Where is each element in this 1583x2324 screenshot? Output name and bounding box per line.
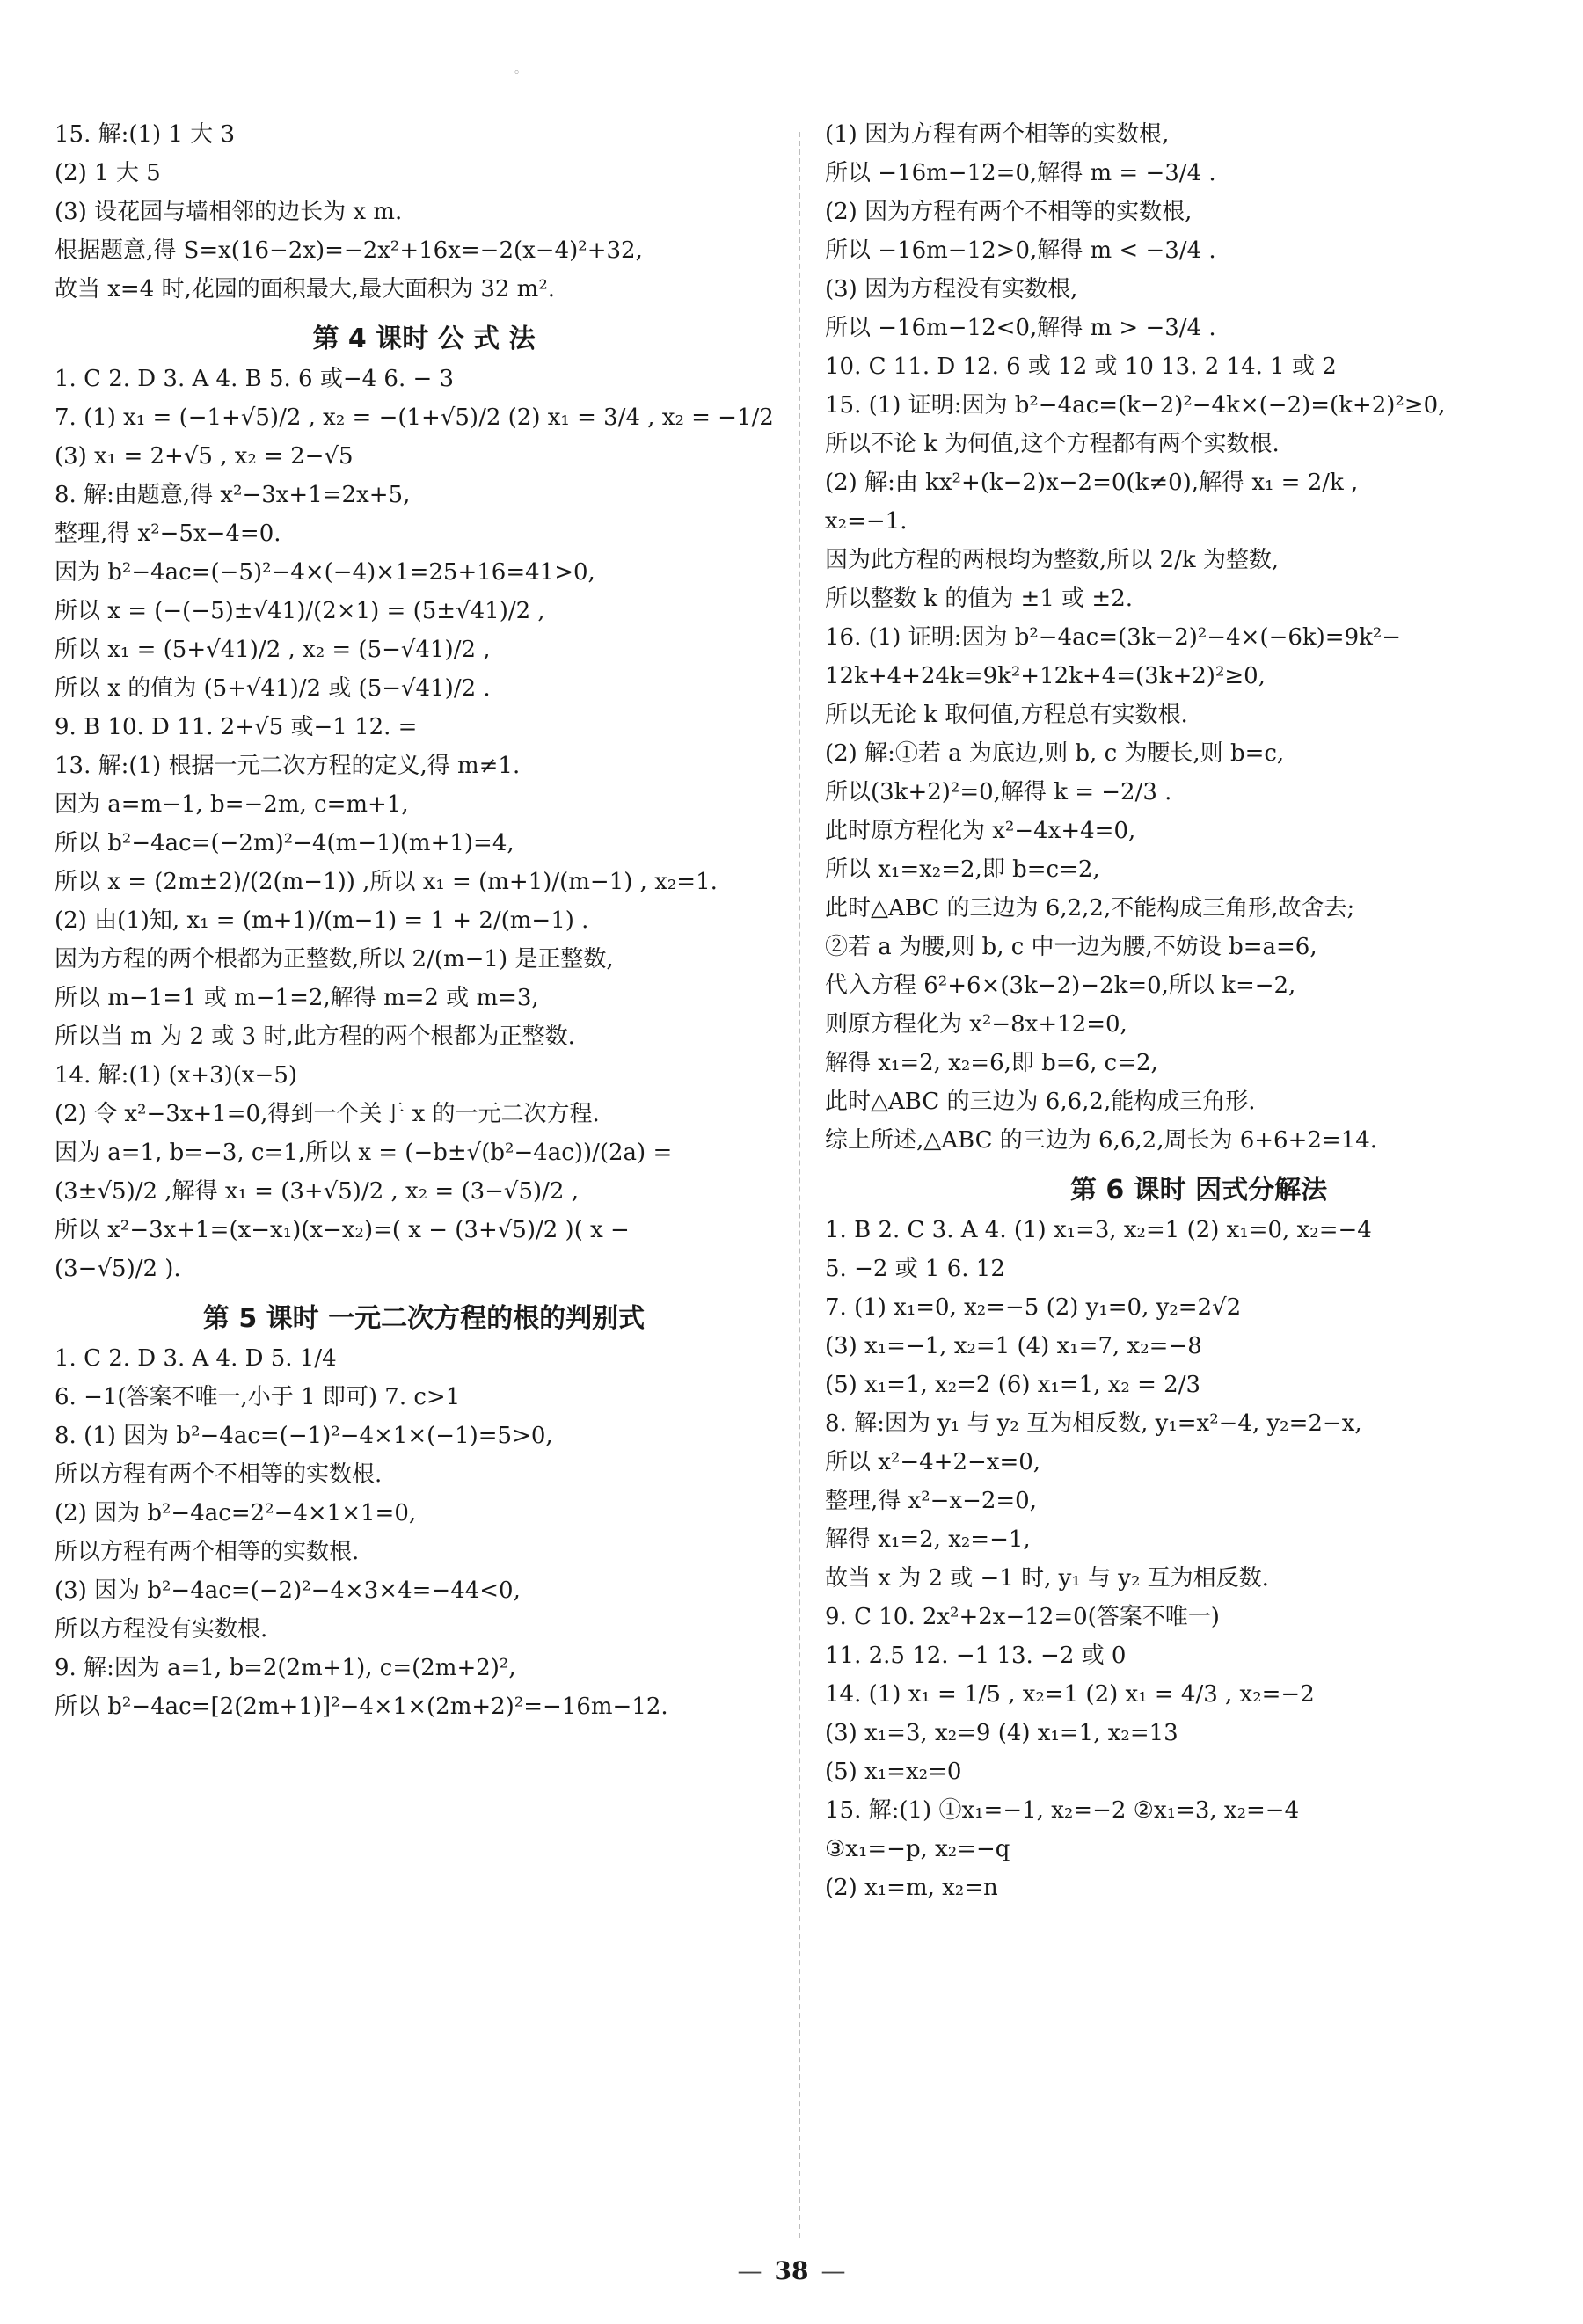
answer-line: 11. 2.5 12. −1 13. −2 或 0 <box>825 1643 1127 1669</box>
answer-line: 14. (1) x₁ = 1/5 , x₂=1 (2) x₁ = 4/3 , x₂=−2 <box>825 1681 1315 1708</box>
answer-line: (3±√5)/2 ,解得 x₁ = (3+√5)/2 , x₂ = (3−√5)/2 , <box>55 1178 579 1205</box>
answer-line: (3) 设花园与墙相邻的边长为 x m. <box>55 199 403 225</box>
answer-line: 因为方程的两个根都为正整数,所以 2/(m−1) 是正整数, <box>55 946 614 973</box>
answer-line: 所以 x = (2m±2)/(2(m−1)) ,所以 x₁ = (m+1)/(m−1) , x₂=1. <box>55 869 718 895</box>
column-divider <box>799 132 800 2238</box>
answer-line: 因为此方程的两根均为整数,所以 2/k 为整数, <box>825 547 1280 573</box>
answer-line: (2) x₁=m, x₂=n <box>825 1875 998 1901</box>
answer-line: (3) x₁=3, x₂=9 (4) x₁=1, x₂=13 <box>825 1720 1178 1746</box>
answer-line: 16. (1) 证明:因为 b²−4ac=(3k−2)²−4×(−6k)=9k²− <box>825 624 1402 651</box>
answer-line: 1. C 2. D 3. A 4. D 5. 1/4 <box>55 1345 337 1372</box>
answer-line: (2) 由(1)知, x₁ = (m+1)/(m−1) = 1 + 2/(m−1) . <box>55 907 589 934</box>
answer-line: 所以(3k+2)²=0,解得 k = −2/3 . <box>825 779 1172 805</box>
answer-line: 所以 x²−4+2−x=0, <box>825 1449 1041 1475</box>
answer-line: 5. −2 或 1 6. 12 <box>825 1256 1005 1282</box>
answer-line: 所以方程有两个相等的实数根. <box>55 1539 360 1565</box>
answer-line: ③x₁=−p, x₂=−q <box>825 1836 1010 1862</box>
answer-line: 8. (1) 因为 b²−4ac=(−1)²−4×1×(−1)=5>0, <box>55 1423 553 1449</box>
answer-line: 因为 b²−4ac=(−5)²−4×(−4)×1=25+16=41>0, <box>55 559 595 586</box>
answer-line: 所以不论 k 为何值,这个方程都有两个实数根. <box>825 431 1280 457</box>
right-column <box>825 123 1572 1915</box>
answer-line: (2) 解:①若 a 为底边,则 b, c 为腰长,则 b=c, <box>825 740 1285 767</box>
answer-line: 所以 −16m−12<0,解得 m > −3/4 . <box>825 315 1216 341</box>
answer-line: 所以 x₁=x₂=2,即 b=c=2, <box>825 856 1100 883</box>
answer-line: 15. 解:(1) ①x₁=−1, x₂=−2 ②x₁=3, x₂=−4 <box>825 1797 1300 1824</box>
answer-line: 所以 m−1=1 或 m−1=2,解得 m=2 或 m=3, <box>55 985 539 1011</box>
page-footer <box>0 2256 1583 2285</box>
answer-line: 所以 x 的值为 (5+√41)/2 或 (5−√41)/2 . <box>55 675 491 702</box>
answer-line: 所以整数 k 的值为 ±1 或 ±2. <box>825 586 1133 612</box>
answer-line: 13. 解:(1) 根据一元二次方程的定义,得 m≠1. <box>55 753 521 779</box>
answer-line: (3−√5)/2 ). <box>55 1256 181 1282</box>
answer-line: (5) x₁=1, x₂=2 (6) x₁=1, x₂ = 2/3 <box>825 1372 1200 1398</box>
answer-line: 故当 x=4 时,花园的面积最大,最大面积为 32 m². <box>55 276 556 302</box>
answer-line: 所以方程没有实数根. <box>55 1616 268 1643</box>
page-mark: 。 <box>514 62 527 76</box>
answer-line: 所以无论 k 取何值,方程总有实数根. <box>825 702 1188 728</box>
answer-line: (3) x₁ = 2+√5 , x₂ = 2−√5 <box>55 443 354 470</box>
answer-line: 6. −1(答案不唯一,小于 1 即可) 7. c>1 <box>55 1384 461 1410</box>
answer-line: 因为 a=1, b=−3, c=1,所以 x = (−b±√(b²−4ac))/(2a) = <box>55 1140 673 1166</box>
answer-line: (2) 因为 b²−4ac=2²−4×1×1=0, <box>55 1500 417 1526</box>
answer-line: 1. C 2. D 3. A 4. B 5. 6 或−4 6. − 3 <box>55 366 455 392</box>
answer-line: 综上所述,△ABC 的三边为 6,6,2,周长为 6+6+2=14. <box>825 1127 1378 1154</box>
answer-line: x₂=−1. <box>825 508 908 535</box>
answer-line: 所以当 m 为 2 或 3 时,此方程的两个根都为正整数. <box>55 1024 575 1050</box>
answer-line: 12k+4+24k=9k²+12k+4=(3k+2)²≥0, <box>825 663 1266 689</box>
answer-line: 因为 a=m−1, b=−2m, c=m+1, <box>55 791 409 818</box>
answer-line: 10. C 11. D 12. 6 或 12 或 10 13. 2 14. 1 或 2 <box>825 353 1337 380</box>
answer-line: ②若 a 为腰,则 b, c 中一边为腰,不妨设 b=a=6, <box>825 934 1317 960</box>
answer-line: 整理,得 x²−5x−4=0. <box>55 521 281 547</box>
answer-line: 所以方程有两个不相等的实数根. <box>55 1461 383 1488</box>
answer-line: 解得 x₁=2, x₂=−1, <box>825 1526 1031 1553</box>
left-column <box>55 123 793 1734</box>
answer-line: 9. C 10. 2x²+2x−12=0(答案不唯一) <box>825 1604 1220 1630</box>
answer-line: 8. 解:由题意,得 x²−3x+1=2x+5, <box>55 482 411 508</box>
answer-line: 14. 解:(1) (x+3)(x−5) <box>55 1062 298 1089</box>
answer-line: 15. 解:(1) 1 大 3 <box>55 121 236 148</box>
section-title: 第 4 课时 公 式 法 <box>312 324 536 354</box>
answer-line: 此时△ABC 的三边为 6,6,2,能构成三角形. <box>825 1089 1256 1115</box>
answer-line: 9. B 10. D 11. 2+√5 或−1 12. = <box>55 714 418 740</box>
page-number: 38 <box>774 2256 809 2285</box>
section-title: 第 5 课时 一元二次方程的根的判别式 <box>202 1303 646 1334</box>
answer-line: (3) 因为 b²−4ac=(−2)²−4×3×4=−44<0, <box>55 1577 521 1604</box>
answer-line: 7. (1) x₁ = (−1+√5)/2 , x₂ = −(1+√5)/2 (2) x₁ = 3/4 , x₂ = −1/2 <box>55 404 774 431</box>
answer-line: 所以 b²−4ac=[2(2m+1)]²−4×1×(2m+2)²=−16m−12. <box>55 1694 668 1720</box>
answer-line: 7. (1) x₁=0, x₂=−5 (2) y₁=0, y₂=2√2 <box>825 1294 1242 1321</box>
answer-line: 15. (1) 证明:因为 b²−4ac=(k−2)²−4k×(−2)=(k+2)²≥0, <box>825 392 1446 419</box>
answer-line: (2) 1 大 5 <box>55 160 161 186</box>
answer-line: 1. B 2. C 3. A 4. (1) x₁=3, x₂=1 (2) x₁=0, x₂=−4 <box>825 1217 1372 1243</box>
answer-line: 则原方程化为 x²−8x+12=0, <box>825 1011 1127 1038</box>
answer-line: 代入方程 6²+6×(3k−2)−2k=0,所以 k=−2, <box>825 973 1296 999</box>
answer-line: (2) 因为方程有两个不相等的实数根, <box>825 199 1193 225</box>
answer-line: 9. 解:因为 a=1, b=2(2m+1), c=(2m+2)², <box>55 1655 516 1681</box>
answer-line: 所以 x₁ = (5+√41)/2 , x₂ = (5−√41)/2 , <box>55 637 491 663</box>
footer-dash-right: — <box>821 2256 846 2285</box>
answer-line: 根据题意,得 S=x(16−2x)=−2x²+16x=−2(x−4)²+32, <box>55 237 643 264</box>
answer-line: (2) 令 x²−3x+1=0,得到一个关于 x 的一元二次方程. <box>55 1101 600 1127</box>
answer-line: (3) 因为方程没有实数根, <box>825 276 1078 302</box>
answer-line: (1) 因为方程有两个相等的实数根, <box>825 121 1170 148</box>
answer-line: 所以 x²−3x+1=(x−x₁)(x−x₂)=( x − (3+√5)/2 )( x − <box>55 1217 630 1243</box>
section-title: 第 6 课时 因式分解法 <box>1069 1175 1328 1206</box>
answer-line: (5) x₁=x₂=0 <box>825 1759 962 1785</box>
answer-line: 故当 x 为 2 或 −1 时, y₁ 与 y₂ 互为相反数. <box>825 1565 1269 1592</box>
answer-line: (3) x₁=−1, x₂=1 (4) x₁=7, x₂=−8 <box>825 1333 1202 1359</box>
answer-line: 8. 解:因为 y₁ 与 y₂ 互为相反数, y₁=x²−4, y₂=2−x, <box>825 1410 1362 1437</box>
answer-line: 所以 b²−4ac=(−2m)²−4(m−1)(m+1)=4, <box>55 830 514 856</box>
answer-line: (2) 解:由 kx²+(k−2)x−2=0(k≠0),解得 x₁ = 2/k , <box>825 470 1359 496</box>
answer-line: 整理,得 x²−x−2=0, <box>825 1488 1037 1514</box>
answer-line: 解得 x₁=2, x₂=6,即 b=6, c=2, <box>825 1050 1158 1076</box>
answer-line: 所以 −16m−12=0,解得 m = −3/4 . <box>825 160 1216 186</box>
footer-dash-left: — <box>737 2256 762 2285</box>
answer-line: 所以 x = (−(−5)±√41)/(2×1) = (5±√41)/2 , <box>55 598 545 624</box>
answer-line: 所以 −16m−12>0,解得 m < −3/4 . <box>825 237 1216 264</box>
answer-line: 此时△ABC 的三边为 6,2,2,不能构成三角形,故舍去; <box>825 895 1355 922</box>
answer-line: 此时原方程化为 x²−4x+4=0, <box>825 818 1136 844</box>
